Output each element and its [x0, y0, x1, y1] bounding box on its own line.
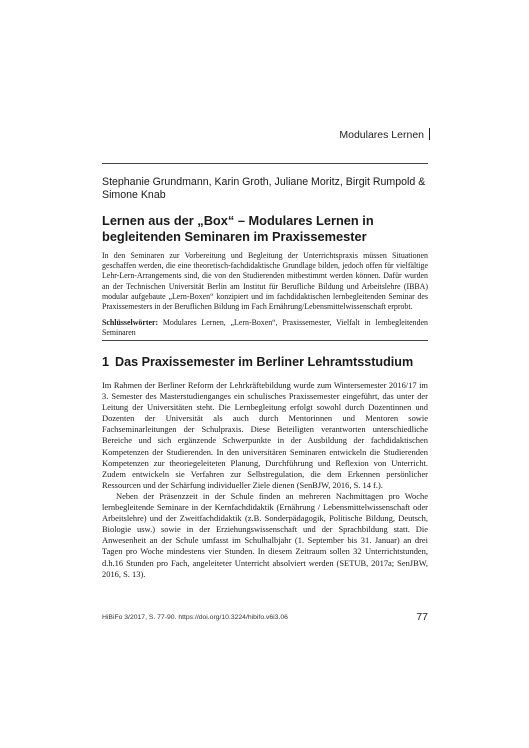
divider-top: [102, 163, 428, 164]
keywords-label: Schlüsselwörter:: [102, 318, 159, 327]
page-number: 77: [416, 611, 428, 623]
keywords-text: Modulares Lernen, „Lern-Boxen“, Praxissemester, Vielfalt in lernbegleitenden Seminaren: [102, 318, 428, 338]
section-number: 1: [102, 355, 110, 369]
article-authors: Stephanie Grundmann, Karin Groth, Juliane Moritz, Birgit Rumpold & Simone Knab: [102, 176, 426, 201]
footer-citation: HiBiFo 3/2017, S. 77-90. https://doi.org/10.3224/hibifo.v6i3.06: [102, 614, 288, 621]
body-paragraph: Im Rahmen der Berliner Reform der Lehrkräftebildung wurde zum Wintersemester 2016/17 im 3. Semester des Masterstudienganges ein schulisches Praxissemester eingeführt, das unter der Leitung der Universitäten steht. Die Lernbegleitung erfolgt sowohl durch Dozentinnen und Dozenten der Universität als auch durch Mentorinnen und Mentoren sowie Fachseminarleitungen der Schulpraxis. Diese Beteiligten verantworten unterschiedliche Bereiche und sich ergänzende Schwerpunkte in der Ausbildung der fachdidaktischen Kompetenzen der Studierenden. In den universitären Seminaren entwickeln die Studierenden Kompetenzen zur theoriegeleiteten Planung, Durchführung und Reflexion von Unterricht. Zudem entwickeln sie Verfahren zur Selbstregulation, die dem Erkennen persönlicher Ressourcen und der Schärfung individueller Ziele dienen (SenBJW, 2016, S. 14 f.).: [102, 380, 428, 490]
article-abstract: In den Seminaren zur Vorbereitung und Begleitung der Unterrichtspraxis müssen Situationen geschaffen werden, die eine theoretisch-fachdidaktische Grundlage bilden, jedoch offen für vielfältige Lehr-Lern-Arrangements sind, die von den Studierenden mitbestimmt werden können. Dafür wurden an der Technischen Universität Berlin am Institut für Berufliche Bildung und Arbeitslehre (IBBA) modular aufgebaute „Lern-Boxen“ konzipiert und im fachdidaktischen lernbegleitenden Seminar des Praxissemesters in der Beruflichen Bildung im Fach Ernährung/Lebensmittelwissenschaft erprobt.: [102, 251, 428, 312]
section-heading: [102, 355, 432, 370]
running-head-bar: [429, 128, 430, 140]
body-paragraph: Neben der Präsenzzeit in der Schule finden an mehreren Nachmittagen pro Woche lernbegleitende Seminare in der Kernfachdidaktik (Ernährung / Lebensmittelwissenschaft oder Arbeitslehre) und der Zweitfachdidaktik (z.B. Sonderpädagogik, Politische Bildung, Deutsch, Biologie usw.) sowie in der Erziehungswissenschaft und der Sprachbildung statt. Die Anwesenheit an der Schule umfasst im Schulhalbjahr (1. September bis 31. Januar) an drei Tagen pro Woche mindestens vier Stunden. In diesem Zeitraum sollen 32 Unterrichtstunden, d.h.16 Stunden pro Fach, angeleiteter Unterricht absolviert werden (SETUB, 2017a; SenJBW, 2016, S. 13).: [102, 490, 428, 579]
article-title: Lernen aus der „Box“ – Modulares Lernen in begleitenden Seminaren im Praxissemester: [102, 213, 374, 244]
section-title: Das Praxissemester im Berliner Lehramtsstudium: [115, 355, 414, 369]
keywords: [102, 318, 428, 338]
divider-bottom: [102, 340, 428, 341]
body-text: [102, 380, 428, 580]
running-head: [300, 128, 430, 141]
running-head-text: Modulares Lernen: [339, 129, 424, 141]
